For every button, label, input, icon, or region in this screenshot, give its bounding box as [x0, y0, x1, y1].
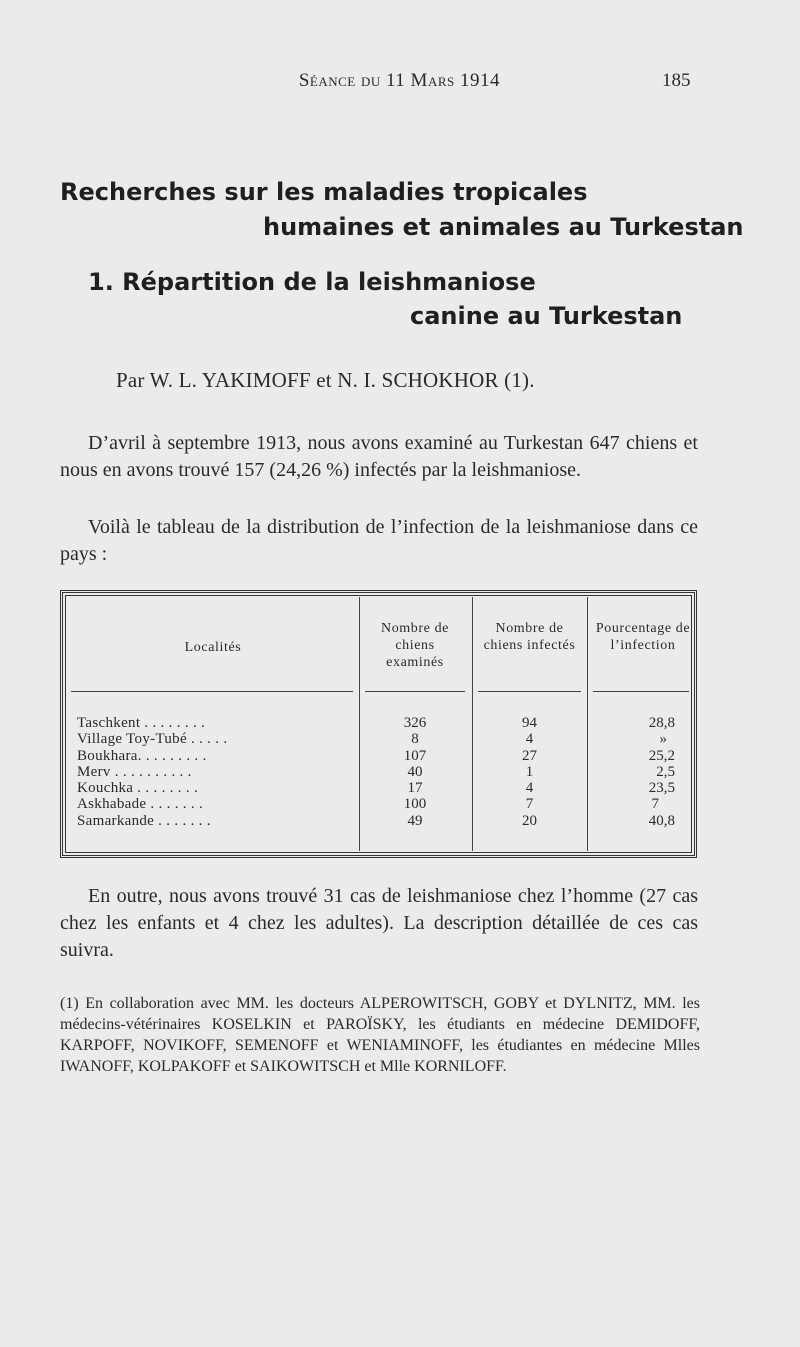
- column-divider: [472, 597, 473, 851]
- table-row-localite: Taschkent . . . . . . . .: [77, 715, 206, 731]
- examines-column: [365, 715, 465, 829]
- table-row-localite: Merv . . . . . . . . . .: [77, 763, 192, 780]
- table-row-localite: Village Toy-Tubé . . . . .: [77, 731, 228, 748]
- header-rule: [478, 691, 581, 692]
- table-row-localite: Boukhara. . . . . . . . .: [77, 747, 207, 764]
- header-rule: [593, 691, 689, 692]
- table-cell-examines: 49: [407, 812, 423, 829]
- infection-table: [60, 590, 697, 858]
- header-rule: [365, 691, 465, 692]
- table-row-localite: Samarkande . . . . . . .: [77, 812, 211, 829]
- paragraph-table-intro: Voilà le tableau de la distribution de l’infection de la leishmaniose dans ce pays :: [60, 516, 698, 565]
- table-cell-pourcentage: 40,8: [648, 812, 675, 829]
- column-divider: [359, 597, 360, 851]
- table-cell-infectes: 1: [525, 763, 534, 780]
- table-cell-infectes: 7: [525, 796, 534, 813]
- table-cell-pourcentage: 7: [651, 796, 659, 813]
- table-cell-examines: 100: [403, 796, 427, 813]
- table-row-localite: Kouchka . . . . . . . .: [77, 780, 199, 797]
- column-divider: [587, 597, 588, 851]
- table-row-localite: Askhabade . . . . . . .: [77, 796, 204, 813]
- header-rule: [71, 691, 353, 692]
- table-cell-examines: 17: [407, 780, 423, 797]
- table-cell-examines: 40: [407, 763, 423, 780]
- table-cell-pourcentage: 2,5: [656, 763, 675, 780]
- table-cell-pourcentage: 25,2: [648, 747, 675, 764]
- paragraph-intro: D’avril à septembre 1913, nous avons examiné au Turkestan 647 chiens et nous en avons trouvé 157 (24,26 %) infectés par la leishmaniose.: [60, 432, 698, 481]
- table-cell-infectes: 94: [522, 715, 537, 731]
- table-cell-examines: 326: [403, 715, 427, 731]
- article-title-line-2: humaines et animales au Turkestan: [263, 213, 744, 241]
- table-cell-pourcentage: 23,5: [648, 780, 675, 797]
- table-cell-infectes: 4: [525, 780, 534, 797]
- running-title: Séance du 11 Mars 1914: [298, 70, 500, 91]
- table-cell-infectes: 20: [522, 812, 537, 829]
- localites-column: [77, 715, 357, 829]
- footnote: (1) En collaboration avec MM. les docteurs ALPEROWITSCH, GOBY et DYLNITZ, MM. les médecins-vétérinaires KOSELKIN et PAROÏSKY, les étudiants en médecine DEMIDOFF, KARPOFF, NOVIKOFF, SEMENOFF et WENIAMINOFF, les étudiantes en médecine Mlles IWANOFF, KOLPAKOFF et SAIKOWITSCH et Mlle KORNILOFF.: [60, 995, 700, 1075]
- header-examines: Nombre de chiens examinés: [381, 621, 449, 670]
- table-cell-pourcentage: »: [659, 731, 667, 748]
- page-number: 185: [662, 70, 691, 91]
- article-title-line-1: Recherches sur les maladies tropicales: [60, 178, 588, 206]
- article-subtitle-line-2: canine au Turkestan: [410, 302, 683, 330]
- table-cell-infectes: 27: [522, 747, 537, 764]
- header-infectes: Nombre de chiens infectés: [483, 621, 576, 653]
- article-subtitle-line-1: 1. Répartition de la leishmaniose: [88, 268, 536, 296]
- infectes-column: [478, 715, 581, 829]
- table-cell-examines: 8: [411, 731, 419, 748]
- table-cell-examines: 107: [403, 747, 427, 764]
- header-localites: Localités: [184, 640, 242, 655]
- authors-line: Par W. L. YAKIMOFF et N. I. SCHOKHOR (1).: [116, 368, 535, 392]
- table-cell-infectes: 4: [525, 731, 534, 748]
- header-pourcentage: Pourcentage de l’infection: [595, 621, 691, 653]
- paragraph-human-cases: En outre, nous avons trouvé 31 cas de leishmaniose chez l’homme (27 cas chez les enfants et 4 chez les adultes). La description détaillée de ces cas suivra.: [60, 885, 698, 961]
- pourcentage-column: [593, 715, 689, 829]
- table-cell-pourcentage: 28,8: [648, 715, 675, 731]
